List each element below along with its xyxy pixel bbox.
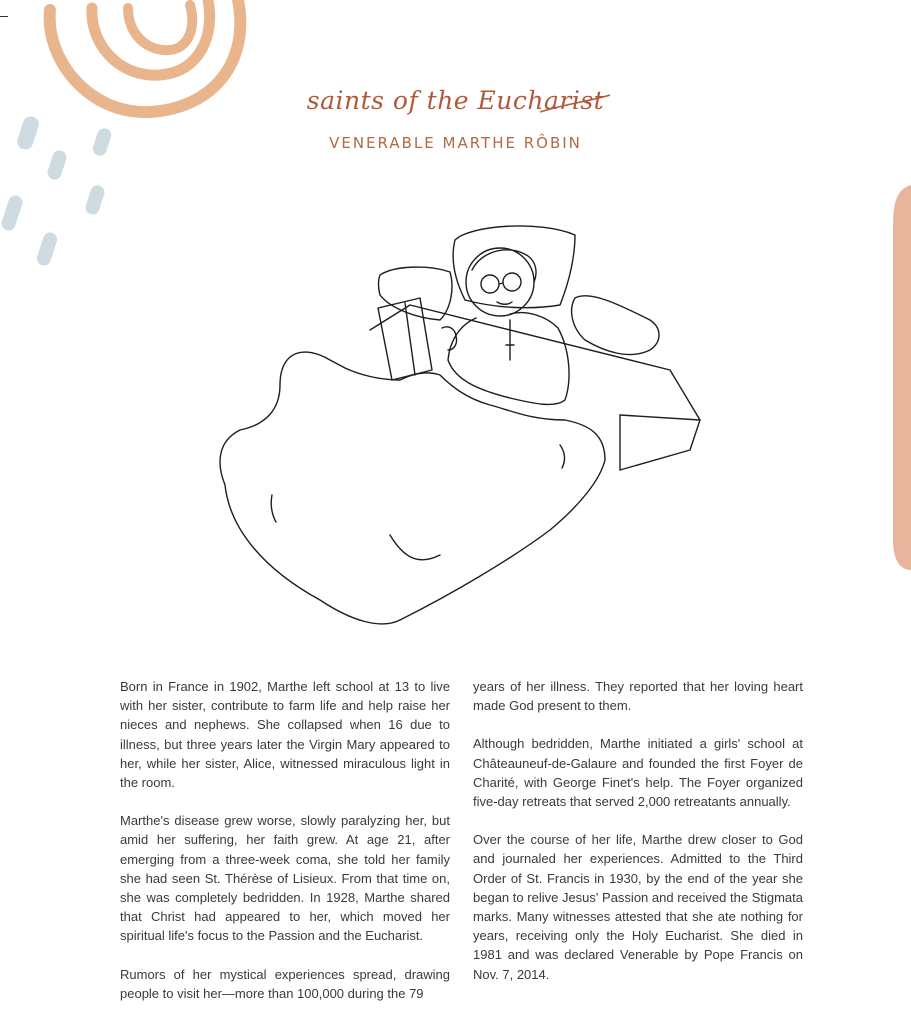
marthe-in-bed-illustration bbox=[210, 210, 710, 640]
paragraph: Although bedridden, Marthe initiated a girls' school at Châteauneuf-de-Galaure and founded the first Foyer de Charité, with George Finet's help. The Foyer organized five-day retreats that served 2,000 retreatants annually. bbox=[473, 736, 803, 810]
right-edge-band bbox=[893, 185, 911, 570]
pillow-right bbox=[572, 296, 659, 355]
paragraph: years of her illness. They reported that her loving heart made God present to them. bbox=[473, 679, 803, 714]
pillow-back bbox=[453, 226, 575, 308]
paragraph: Marthe's disease grew worse, slowly paralyzing her, but amid her suffering, her faith grew. At age 21, after emerging from a three-week coma, she told her family she had seen St. Thérèse of Lisieux. From that time on, she was completely bedridden. In 1928, Marthe shared that Christ had appeared to her, which moved her spiritual life's focus to the Passion and the Eucharist. bbox=[120, 813, 450, 944]
series-title: saints of the Eucharist bbox=[306, 86, 605, 115]
book bbox=[378, 298, 432, 380]
right-text-column bbox=[473, 677, 803, 1003]
blanket bbox=[220, 352, 605, 624]
paragraph: Rumors of her mystical experiences spread, drawing people to visit her—more than 100,000 during the 79 bbox=[120, 966, 450, 1001]
left-text-column bbox=[120, 677, 450, 1022]
saint-name-heading: VENERABLE MARTHE RÔBIN bbox=[329, 134, 582, 152]
paragraph: Over the course of her life, Marthe drew closer to God and journaled her experiences. Admitted to the Third Order of St. Francis in 1930, by the end of the year she began to relive Jesus' Passion and received the Stigmata marks. Many witnesses attested that she ate nothing for years, receiving only the Holy Eucharist. She died in 1981 and was declared Venerable by Pope Francis on Nov. 7, 2014. bbox=[473, 832, 803, 982]
paragraph: Born in France in 1902, Marthe left school at 13 to live with her sister, contribute to farm life and help raise her nieces and nephews. She collapsed when 16 due to illness, but three years later the Virgin Mary appeared to her, while her sister, Alice, witnessed miraculous light in the room. bbox=[120, 679, 450, 791]
